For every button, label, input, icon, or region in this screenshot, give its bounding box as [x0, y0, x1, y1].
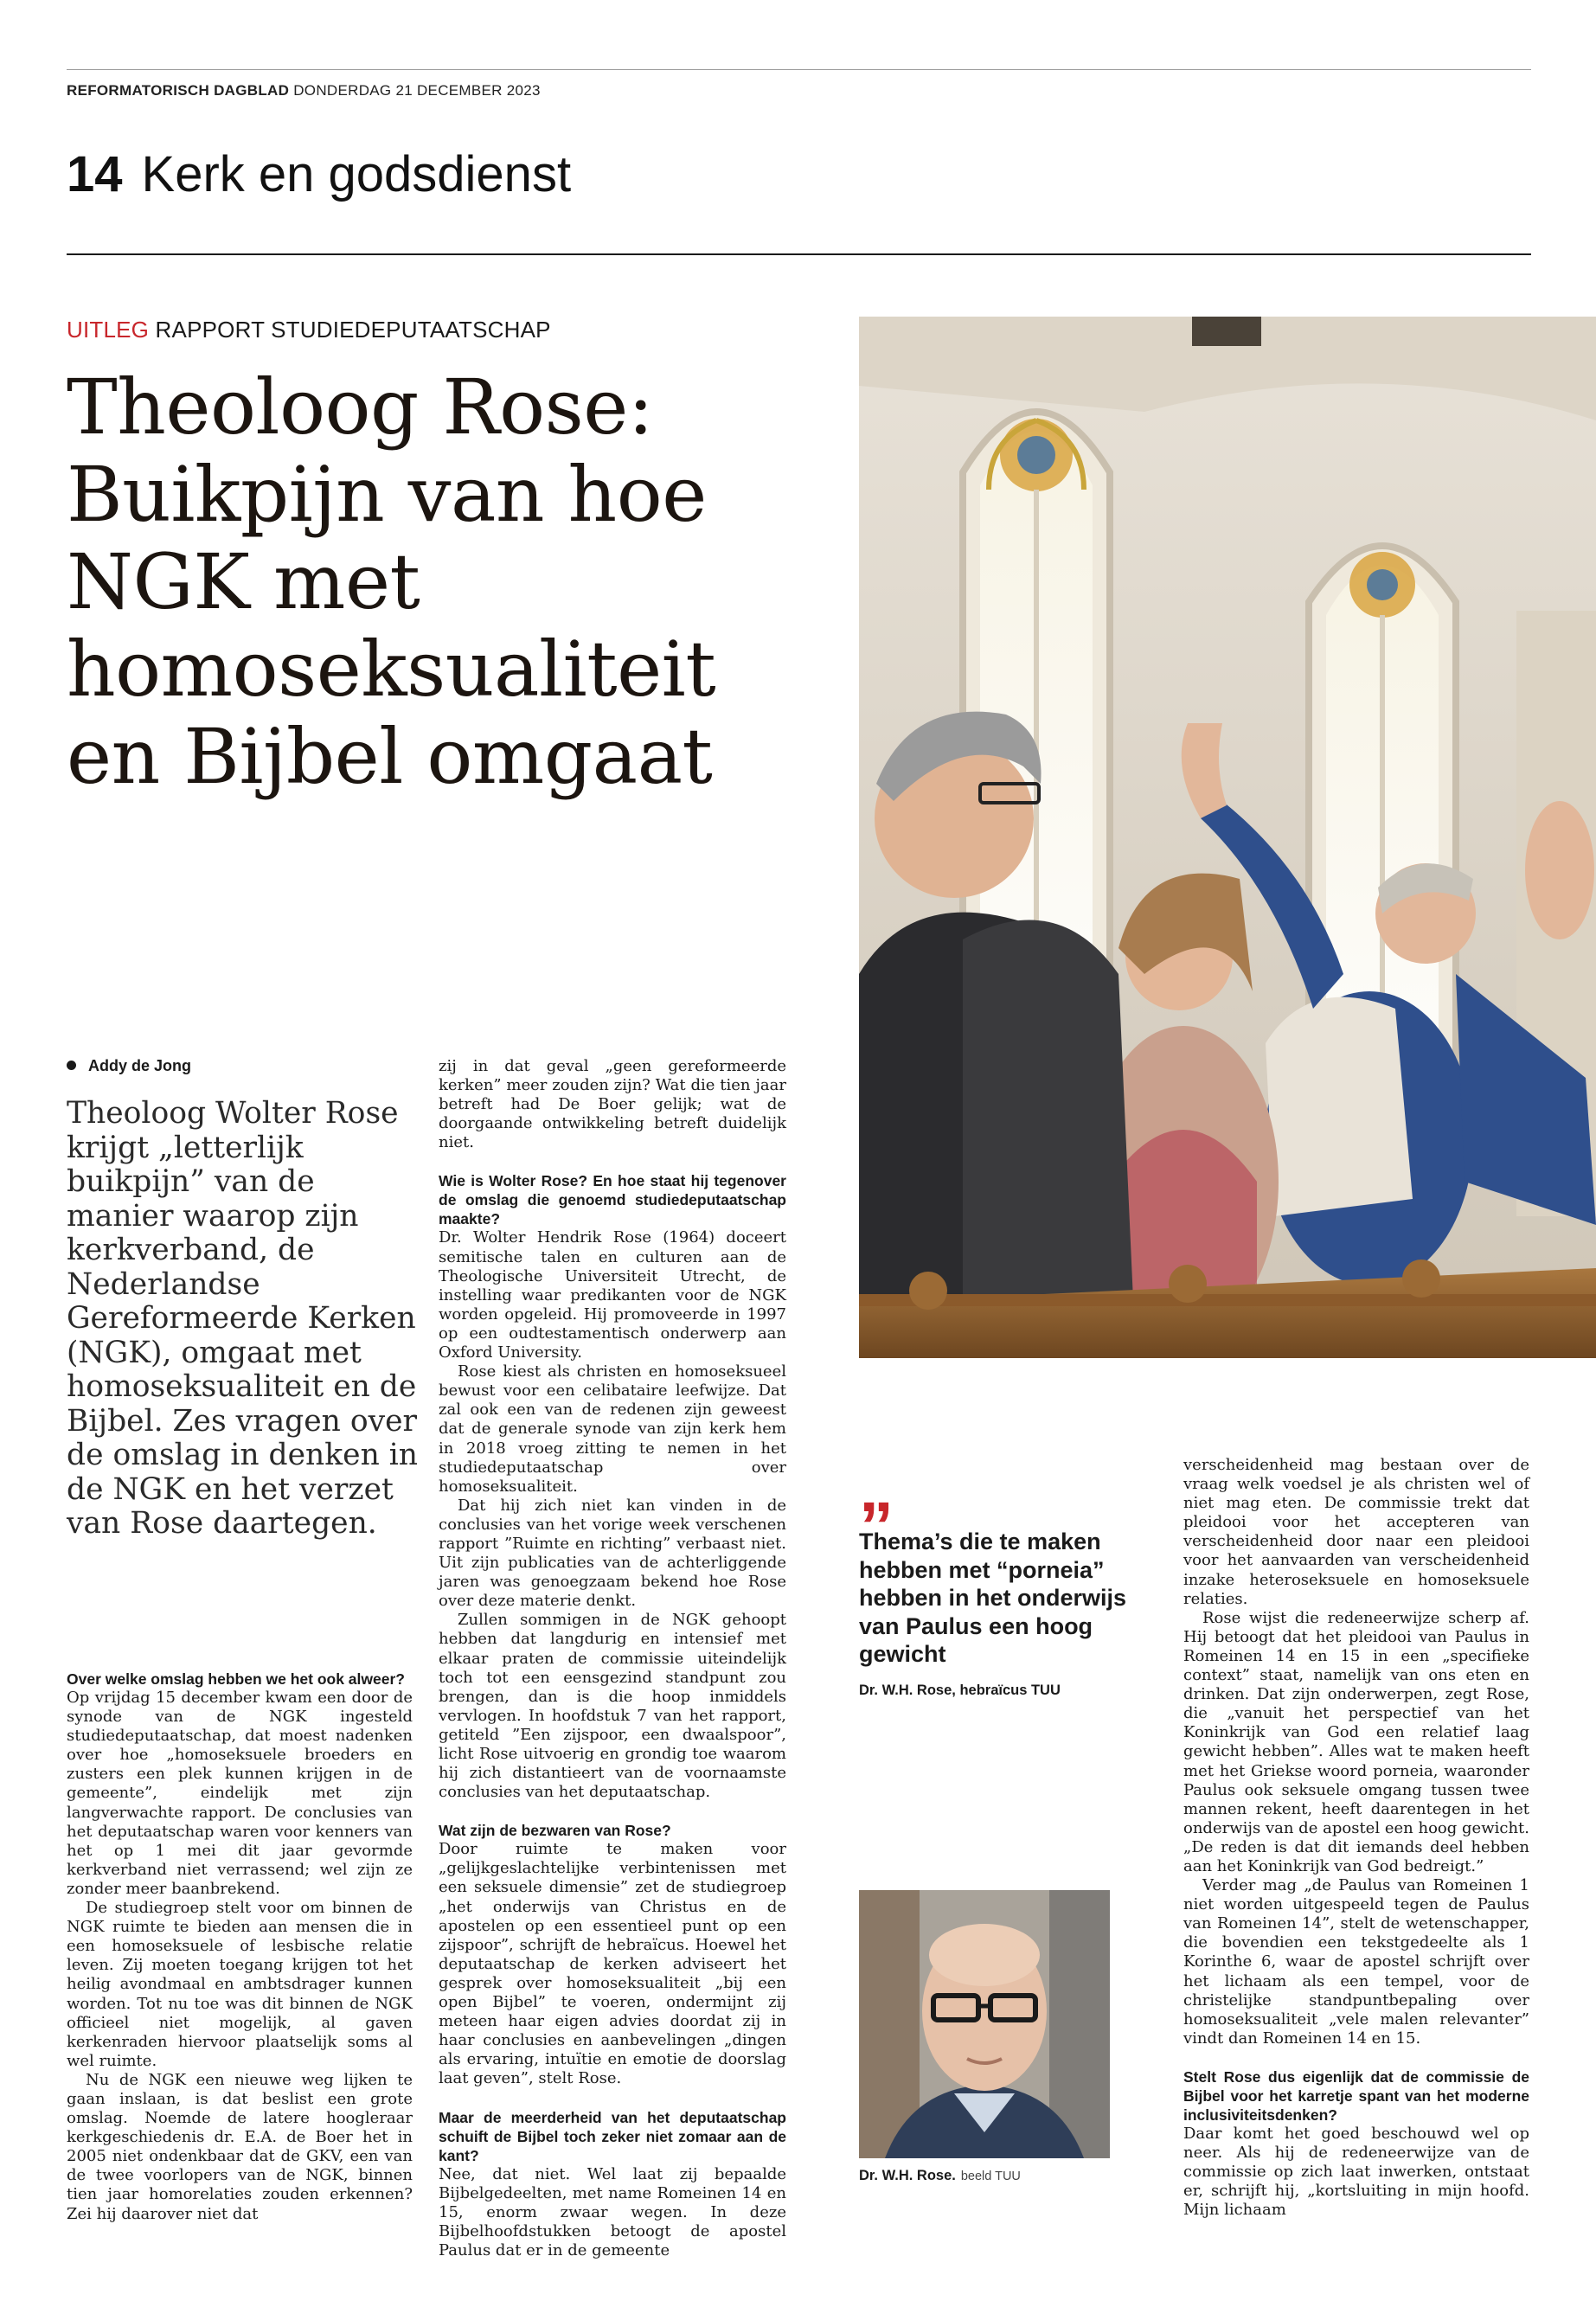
byline — [67, 1057, 191, 1075]
portrait-caption — [859, 2168, 1021, 2184]
kicker-text: RAPPORT STUDIEDEPUTAATSCHAP — [155, 317, 551, 343]
kicker-label: UITLEG — [67, 317, 150, 343]
photo-credit: beeld TUU — [960, 2170, 1021, 2183]
paragraph: zij in dat geval „geen gereformeerde kerken” meer zouden zijn? Wat die tien jaar betreft had De Boer gelijk; wat de doorgaande ontwikkeling betreft duidelijk niet. — [439, 1057, 786, 1152]
bullet-icon — [67, 1061, 76, 1070]
portrait-of-rose — [859, 1890, 1110, 2158]
headline: Theoloog Rose: Buikpijn van hoe NGK met homoseksualiteit en Bijbel omgaat — [67, 362, 716, 801]
section-rule — [67, 253, 1531, 255]
paragraph: Verder mag „de Paulus van Romeinen 1 niet worden uitgespeeld tegen de Paulus van Romeinen 14”, stelt de wetenschapper, die bovendien een tekstgedeelte als 1 Korinthe 6, waar de apostel schrijft over het lichaam als een tempel, voor de christelijke standpuntbepaling over homoseksualiteit „vele malen relevanter” vindt dan Romeinen 14 en 15. — [1183, 1876, 1529, 2048]
paragraph: Dat hij zich niet kan vinden in de conclusies van het vorige week verschenen rapport ”Ruimte en richting” verbaast niet. Uit zijn publicaties van de achterliggende jaren was genoegzaam bekend hoe Rose over deze materie denkt. — [439, 1496, 786, 1611]
paragraph: Op vrijdag 15 december kwam een door de synode van de NGK ingesteld studiedeputaatschap, dat moest nadenken over hoe „homoseksuele broeders en zusters een plek kunnen krijgen in de gemeente”, eindelijk met zijn langverwachte rapport. De conclusies van het deputaatschap waren voor kenners van het op 1 mei dit jaar gevormde kerkverband niet verrassend; wel zijn ze zonder meer baanbrekend. — [67, 1689, 413, 1898]
section-heading — [67, 145, 571, 203]
intro-lead: Theoloog Wolter Rose krijgt „letterlijk buikpijn” van de manier waarop zijn kerkverband, de Nederlandse Gereformeerde Kerken (NGK), omgaat met homoseksualiteit en de Bijbel. Zes vragen over de omslag in denken in de NGK en het verzet van Rose daartegen. — [67, 1096, 419, 1541]
pull-quote-attribution: Dr. W.H. Rose, hebraïcus TUU — [859, 1682, 1061, 1698]
issue-date: DONDERDAG 21 DECEMBER 2023 — [293, 82, 541, 99]
kicker — [67, 317, 551, 343]
page-number: 14 — [67, 146, 123, 202]
paragraph: Rose wijst die redeneerwijze scherp af. Hij betoogt dat het pleidooi van Paulus in Romeinen 14 en 15 in een „specifieke context” staat, namelijk van ons eten en drinken. Dat zijn onderwerpen, zegt Rose, die „vanuit het perspectief van het Koninkrijk van God een relatief laag gewicht hebben”. Alles wat te maken heeft met het Griekse woord porneia, waaronder Paulus ook seksuele omgang tussen twee mannen rekent, heeft daarentegen in het onderwijs van de apostel een hoog gewicht. „De reden is dat dit iemands deel hebben aan het Koninkrijk van God bedreigt.” — [1183, 1608, 1529, 1875]
running-header — [67, 82, 541, 99]
paragraph: De studiegroep stelt voor om binnen de NGK ruimte te bieden aan mensen die in een homoseksuele of lesbische relatie leven. Zij moeten toegang krijgen tot het heilig avondmaal en ambtsdrager kunnen worden. Tot nu toe was dit binnen de NGK officieel niet mogelijk, al gaven kerkenraden hiervoor plaatselijk soms al wel ruimte. — [67, 1899, 413, 2070]
quote-mark-icon: „ — [859, 1449, 888, 1526]
paragraph: Dr. Wolter Hendrik Rose (1964) doceert semitische talen en culturen aan de Theologische Universiteit Utrecht, de instelling waar predikanten voor de NGK worden opgeleid. Hij promoveerde in 1997 op een oudtestamentisch onderwerp aan Oxford University. — [439, 1228, 786, 1362]
main-photo — [859, 317, 1596, 1358]
publication-name: REFORMATORISCH DAGBLAD — [67, 82, 290, 99]
question-heading: Wat zijn de bezwaren van Rose? — [439, 1822, 671, 1840]
pull-quote-text: Thema’s die te maken hebben met “porneia” hebben in het onderwijs van Paulus een hoog gewicht — [859, 1529, 1127, 1667]
caption-name: Dr. W.H. Rose. — [859, 2168, 956, 2183]
pull-quote — [859, 1449, 1144, 1699]
question-heading: Maar de meerderheid van het deputaatschap schuift de Bijbel toch zeker niet zomaar aan de kant? — [439, 2108, 786, 2164]
question-heading: Wie is Wolter Rose? En hoe staat hij tegenover de omslag die genoemd studiedeputaatschap maakte? — [439, 1172, 786, 1228]
paragraph: Nee, dat niet. Wel laat zij bepaalde Bijbelgedeelten, met name Romeinen 14 en 15, enorm zwaar wegen. In deze Bijbelhoofdstukken betoogt de apostel Paulus dat er in de gemeente — [439, 2164, 786, 2259]
paragraph: Rose kiest als christen en homoseksueel bewust voor een celibataire leefwijze. Dat zal ook een van de redenen zijn geweest dat de generale synode van zijn kerk hem in 2018 vroeg zitting te nemen in het studiedeputaatschap over homoseksualiteit. — [439, 1362, 786, 1496]
article-column-1 — [67, 1670, 413, 2224]
question-heading: Over welke omslag hebben we het ook alweer? — [67, 1670, 405, 1688]
paragraph: Door ruimte te maken voor „gelijkgeslachtelijke verbintenissen met een seksuele dimensie” zet de studiegroep „het onderwijs van Christus en de apostelen op een essentieel punt op een zijspoor”, schrijft de hebraïcus. Hoewel het deputaatschap de kerken adviseert het gesprek over homoseksualiteit „bij een open Bijbel” te voeren, ondermijnt zij meteen haar eigen advies doordat zij in haar conclusies en aanbevelingen „dingen als ervaring, intuïtie en emotie de doorslag laat geven”, stelt Rose. — [439, 1840, 786, 2088]
author-name: Addy de Jong — [88, 1057, 192, 1074]
portrait-photo — [859, 1890, 1110, 2158]
church-worship-photo — [859, 317, 1596, 1358]
paragraph: Nu de NGK een nieuwe weg lijken te gaan inslaan, is dat beslist een grote omslag. Noemde de latere hoogleraar kerkgeschiedenis dr. E.A. de Boer het in 2005 niet ondenkbaar dat de GKV, een van de twee voorlopers van de NGK, binnen tien jaar homorelaties zouden erkennen? Zei hij daarover niet dat — [67, 2070, 413, 2223]
paragraph: Zullen sommigen in de NGK gehoopt hebben dat langdurig en intensief met elkaar praten de commissie uiteindelijk toch tot een eensgezind standpunt zou brengen, dan is die hoop inmiddels vervlogen. In hoofdstuk 7 van het rapport, getiteld ”Een zijspoor, een dwaalspoor”, licht Rose uitvoerig en grondig toe waarom hij zich distantieert van de voornaamste conclusies van het deputaatschap. — [439, 1611, 786, 1802]
paragraph: verscheidenheid mag bestaan over de vraag welk voedsel je als christen wel of niet mag eten. De commissie trekt dat pleidooi voor het accepteren van verscheidenheid door naar een pleidooi voor het aanvaarden van verscheidenheid inzake heteroseksuele en homoseksuele relaties. — [1183, 1456, 1529, 1608]
article-column-4 — [1183, 1456, 1529, 2220]
top-rule — [67, 69, 1531, 70]
question-heading: Stelt Rose dus eigenlijk dat de commissie de Bijbel voor het karretje spant van het moderne inclusiviteitsdenken? — [1183, 2067, 1529, 2124]
section-title: Kerk en godsdienst — [141, 146, 572, 202]
paragraph: Daar komt het goed beschouwd wel op neer. Als hij de redeneerwijze van de commissie op zich laat inwerken, ontstaat er, schrijft hij, „kortsluiting in mijn hoofd. Mijn lichaam — [1183, 2124, 1529, 2220]
article-column-2 — [439, 1057, 786, 2260]
